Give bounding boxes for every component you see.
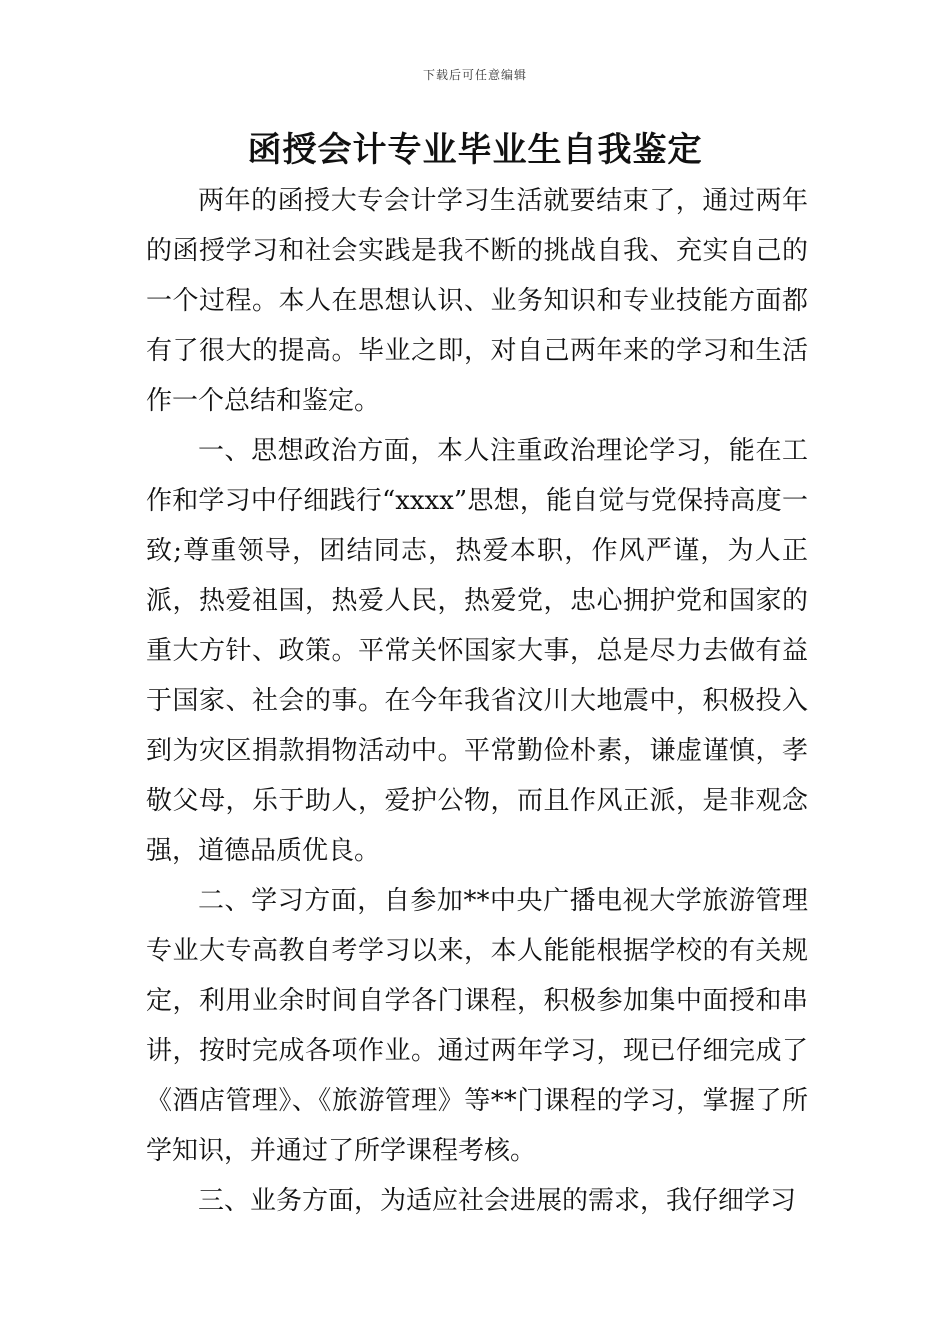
paragraph-ideology: 一、思想政治方面，本人注重政治理论学习，能在工作和学习中仔细践行“xxxx”思想，能自觉与党保持高度一致;尊重领导，团结同志，热爱本职，作风严谨，为人正派，热爱祖国，热爱人民，热爱党，忠心拥护党和国家的重大方针、政策。平常关怀国家大事，总是尽力去做有益于国家、社会的事。在今年我省汶川大地震中，积极投入到为灾区捐款捐物活动中。平常勤俭朴素，谦虚谨慎，孝敬父母，乐于助人，爱护公物，而且作风正派，是非观念强，道德品质优良。 [146, 436, 808, 866]
document-title: 函授会计专业毕业生自我鉴定 [247, 130, 703, 170]
document-body [146, 176, 808, 1226]
header-note: 下载后可任意编辑 [422, 68, 527, 82]
paragraph-work: 三、业务方面，为适应社会进展的需求，我仔细学习 [198, 1186, 797, 1216]
paragraph-intro: 两年的函授大专会计学习生活就要结束了，通过两年的函授学习和社会实践是我不断的挑战自我、充实自己的一个过程。本人在思想认识、业务知识和专业技能方面都有了很大的提高。毕业之即，对自己两年来的学习和生活作一个总结和鉴定。 [146, 186, 808, 416]
paragraph-study: 二、学习方面，自参加**中央广播电视大学旅游管理专业大专高教自考学习以来，本人能能根据学校的有关规定，利用业余时间自学各门课程，积极参加集中面授和串讲，按时完成各项作业。通过两年学习，现已仔细完成了《酒店管理》、《旅游管理》等**门课程的学习，掌握了所学知识，并通过了所学课程考核。 [146, 886, 808, 1166]
